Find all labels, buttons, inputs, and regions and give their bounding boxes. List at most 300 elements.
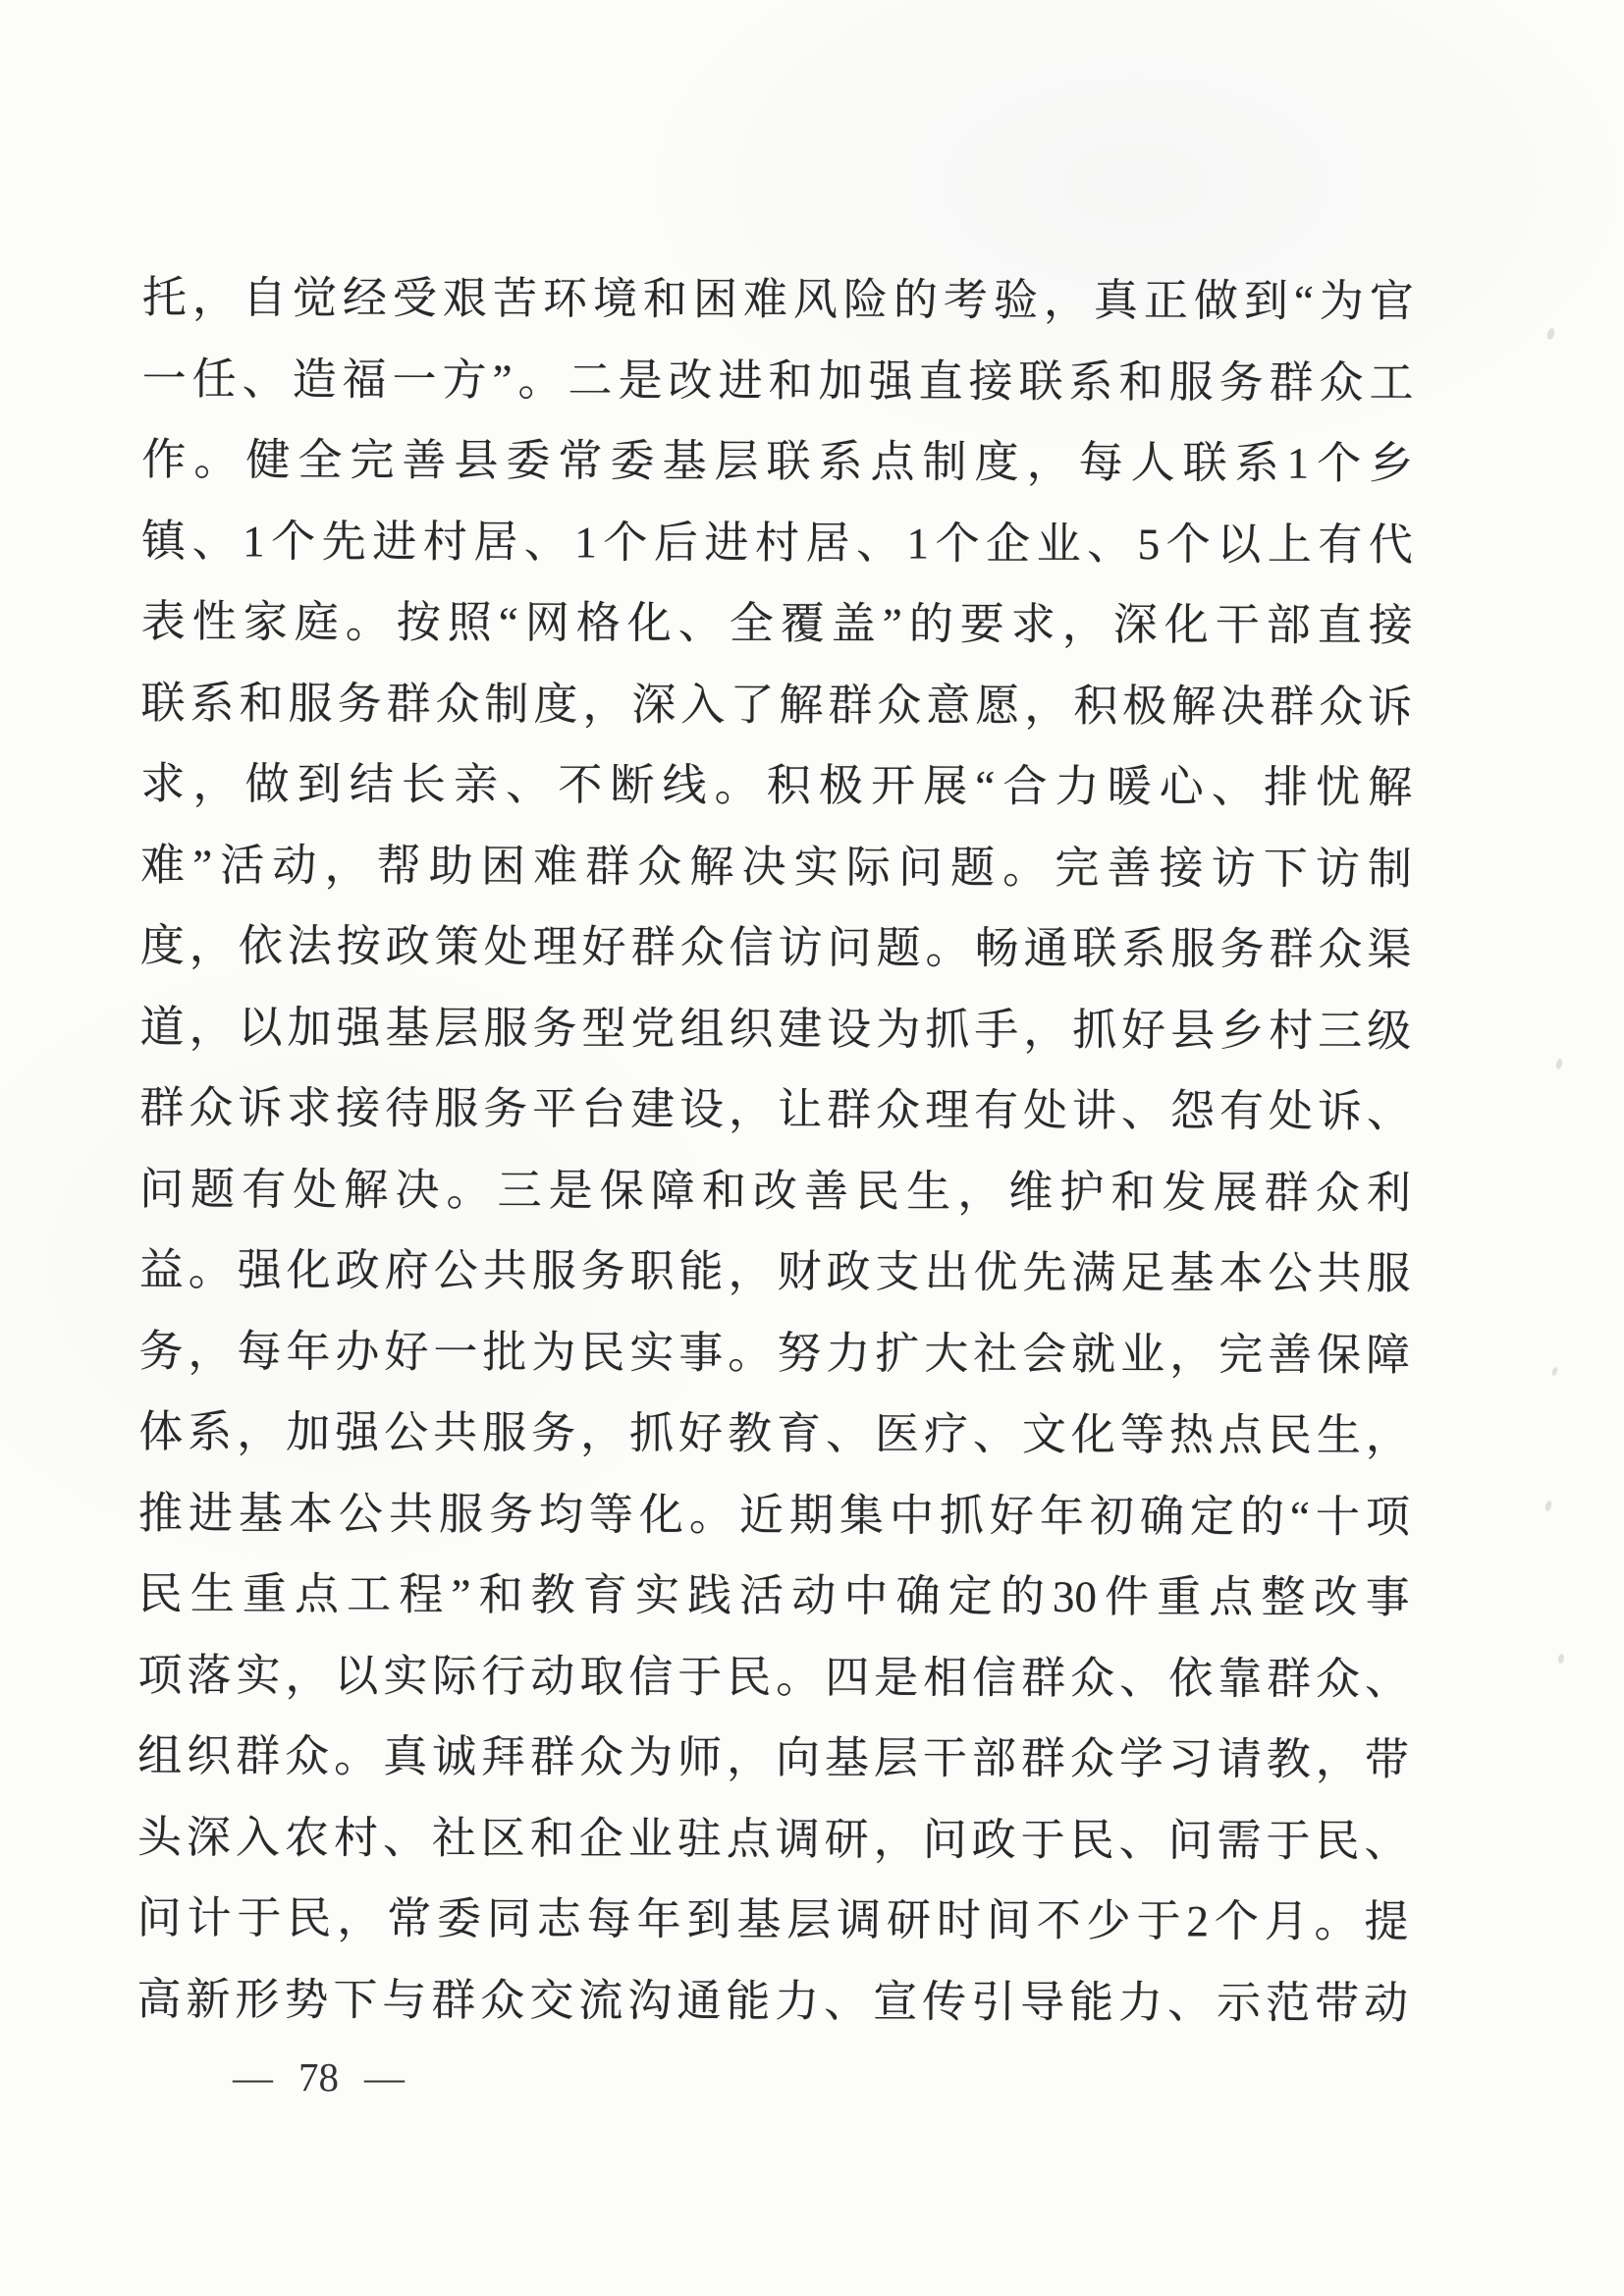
glyph: 项 xyxy=(1365,1492,1411,1542)
glyph: 育 xyxy=(776,1409,822,1459)
glyph: 自 xyxy=(242,273,287,323)
glyph: 群 xyxy=(236,1731,281,1781)
glyph: 依 xyxy=(1168,1653,1214,1703)
glyph: 实 xyxy=(634,1570,680,1620)
glyph: “ xyxy=(498,598,518,648)
glyph: 求 xyxy=(287,1083,332,1133)
glyph: 的 xyxy=(1000,1571,1045,1621)
glyph: 众 xyxy=(435,679,480,729)
glyph: 以 xyxy=(334,1651,379,1701)
glyph: 艰 xyxy=(442,273,487,324)
glyph: 服 xyxy=(438,1489,484,1539)
glyph: 抓 xyxy=(629,1408,675,1458)
glyph: 间 xyxy=(986,1895,1031,1945)
glyph: 推 xyxy=(137,1488,184,1538)
glyph: 确 xyxy=(895,1571,941,1621)
glyph: 上 xyxy=(1267,519,1312,570)
glyph: 程 xyxy=(399,1569,444,1619)
glyph: 、 xyxy=(191,516,237,566)
glyph: 访 xyxy=(1211,843,1256,894)
glyph: 共 xyxy=(482,1246,527,1296)
glyph: 化 xyxy=(638,1490,684,1540)
glyph: 十 xyxy=(1315,1492,1361,1542)
glyph: 中 xyxy=(889,1490,935,1541)
glyph: 策 xyxy=(434,921,479,972)
glyph: 生 xyxy=(1316,1410,1361,1460)
glyph: 生 xyxy=(189,1569,235,1619)
glyph: 有 xyxy=(242,1164,287,1214)
glyph: 直 xyxy=(918,355,963,407)
glyph: 活 xyxy=(220,840,265,890)
glyph: 系 xyxy=(189,678,235,728)
glyph: 制 xyxy=(1367,844,1413,894)
glyph: 1 xyxy=(574,517,597,567)
scan-speck xyxy=(1555,1058,1563,1069)
glyph: 办 xyxy=(335,1327,380,1377)
glyph: 民 xyxy=(1267,1410,1312,1460)
glyph: 件 xyxy=(1104,1572,1150,1622)
glyph: 做 xyxy=(244,759,290,809)
glyph: 政 xyxy=(971,1815,1016,1865)
glyph: 好 xyxy=(989,1491,1035,1541)
glyph: 苦 xyxy=(492,274,537,324)
glyph: 理 xyxy=(924,1085,970,1135)
glyph: 与 xyxy=(382,1975,427,2025)
glyph: 群 xyxy=(431,1975,476,2025)
glyph: 善 xyxy=(1107,843,1152,893)
glyph: 积 xyxy=(766,761,811,811)
glyph: 诚 xyxy=(432,1731,477,1782)
glyph: 、 xyxy=(1120,1086,1166,1136)
glyph: 向 xyxy=(775,1733,821,1783)
glyph: 益 xyxy=(138,1244,184,1295)
glyph: 、 xyxy=(523,517,568,567)
glyph: 时 xyxy=(936,1895,982,1945)
glyph: 接 xyxy=(336,1083,381,1133)
glyph: 访 xyxy=(778,923,823,973)
glyph: 问 xyxy=(136,1892,182,1943)
glyph: 极 xyxy=(818,761,864,811)
glyph: 。 xyxy=(193,435,239,485)
glyph: 公 xyxy=(433,1245,478,1296)
glyph: 访 xyxy=(1315,844,1360,894)
glyph: 民 xyxy=(1069,1815,1114,1865)
glyph: 接 xyxy=(968,356,1013,407)
glyph: 环 xyxy=(542,274,587,324)
glyph: 个 xyxy=(935,519,980,569)
glyph: 和 xyxy=(1110,1167,1156,1217)
glyph: 长 xyxy=(401,759,447,809)
glyph: 台 xyxy=(581,1084,626,1134)
glyph: 县 xyxy=(1170,1005,1216,1055)
glyph: 群 xyxy=(828,680,873,730)
glyph: 帮 xyxy=(376,841,421,891)
glyph: 工 xyxy=(1369,357,1414,408)
glyph: 代 xyxy=(1368,519,1413,570)
glyph: 层 xyxy=(714,436,759,486)
glyph: 。 xyxy=(776,1652,821,1702)
glyph: 型 xyxy=(581,1003,626,1054)
text-line xyxy=(139,1230,1411,1315)
glyph: 落 xyxy=(187,1650,232,1700)
glyph: 问 xyxy=(138,1164,185,1214)
glyph: 重 xyxy=(242,1569,288,1619)
glyph: 批 xyxy=(482,1327,527,1377)
glyph: 村 xyxy=(754,518,800,568)
glyph: 群 xyxy=(826,1085,872,1135)
glyph: 个 xyxy=(603,517,648,568)
glyph: 群 xyxy=(1269,924,1314,974)
glyph: 真 xyxy=(1093,276,1138,326)
glyph: ， xyxy=(237,1407,282,1457)
glyph: 加 xyxy=(286,1407,331,1457)
glyph: ” xyxy=(882,599,902,649)
glyph: 真 xyxy=(383,1731,428,1781)
glyph: ， xyxy=(1169,1329,1215,1379)
glyph: 带 xyxy=(1314,1978,1360,2028)
glyph: 30 xyxy=(1052,1571,1098,1622)
scan-speck xyxy=(1545,327,1555,341)
glyph: 体 xyxy=(138,1406,184,1457)
glyph: 务 xyxy=(532,1003,577,1053)
glyph: 一 xyxy=(433,1327,478,1377)
glyph: 众 xyxy=(637,842,682,892)
glyph: 志 xyxy=(536,1894,581,1944)
glyph: 际 xyxy=(432,1651,477,1701)
glyph: 题 xyxy=(190,1164,236,1214)
glyph: 政 xyxy=(385,921,430,971)
glyph: 改 xyxy=(752,1166,798,1216)
glyph: 意 xyxy=(926,681,971,731)
text-line xyxy=(138,1310,1410,1395)
text-line xyxy=(138,1554,1410,1639)
glyph: 、 xyxy=(1366,1086,1411,1137)
glyph: 求 xyxy=(140,758,186,809)
glyph: 传 xyxy=(922,1977,967,2027)
glyph: 道 xyxy=(139,1002,185,1052)
glyph: 服 xyxy=(1168,356,1214,407)
glyph: 调 xyxy=(837,1895,882,1945)
glyph: 引 xyxy=(971,1977,1016,2027)
glyph: 基 xyxy=(736,1894,782,1945)
glyph: 基 xyxy=(1169,1248,1215,1298)
glyph: 力 xyxy=(1055,761,1100,812)
glyph: 项 xyxy=(137,1650,183,1700)
scan-speck xyxy=(1544,1500,1553,1511)
glyph: 的 xyxy=(893,275,938,325)
glyph: 度 xyxy=(974,437,1019,487)
glyph: 2 xyxy=(1186,1896,1209,1946)
glyph: 导 xyxy=(1020,1977,1065,2027)
glyph: 点 xyxy=(726,1814,771,1864)
glyph: 区 xyxy=(480,1813,525,1863)
text-line xyxy=(139,1148,1411,1233)
glyph: 党 xyxy=(630,1004,676,1054)
scan-speck xyxy=(1551,1366,1559,1376)
glyph: 、 xyxy=(855,518,901,568)
text-line xyxy=(139,986,1411,1071)
glyph: 教 xyxy=(1266,1734,1311,1784)
glyph: 解 xyxy=(779,680,824,730)
glyph: 部 xyxy=(1266,600,1311,650)
glyph: 格 xyxy=(575,598,621,648)
glyph: 线 xyxy=(662,760,707,810)
glyph: 村 xyxy=(422,517,467,567)
glyph: 断 xyxy=(610,760,655,810)
glyph: 接 xyxy=(1159,843,1204,893)
text-line xyxy=(137,1878,1409,1963)
glyph: 是 xyxy=(618,355,663,406)
glyph: 新 xyxy=(186,1974,231,2024)
text-line xyxy=(140,743,1412,829)
glyph: 职 xyxy=(629,1246,675,1296)
glyph: 设 xyxy=(679,1084,725,1134)
glyph: 处 xyxy=(293,1164,338,1215)
glyph: 困 xyxy=(480,841,525,891)
glyph: 保 xyxy=(599,1165,644,1216)
glyph: 带 xyxy=(1364,1734,1409,1785)
glyph: “ xyxy=(975,761,996,811)
glyph: 动 xyxy=(530,1651,575,1701)
glyph: 点 xyxy=(295,1569,340,1619)
glyph: 好 xyxy=(677,1408,724,1458)
glyph: 交 xyxy=(529,1975,574,2025)
glyph: 受 xyxy=(392,273,437,323)
glyph: 障 xyxy=(650,1166,695,1216)
glyph: 三 xyxy=(497,1165,542,1215)
glyph: 众 xyxy=(877,680,922,730)
glyph: 共 xyxy=(388,1489,434,1539)
text-line xyxy=(141,500,1413,585)
glyph: 共 xyxy=(433,1407,478,1458)
glyph: 府 xyxy=(384,1245,429,1295)
glyph: 加 xyxy=(818,355,863,406)
glyph: 织 xyxy=(729,1004,774,1054)
glyph: 扩 xyxy=(875,1328,920,1378)
glyph: 级 xyxy=(1367,1006,1412,1056)
glyph: 动 xyxy=(272,840,317,891)
glyph: 展 xyxy=(923,761,968,811)
glyph: 社 xyxy=(431,1813,476,1863)
glyph: 常 xyxy=(387,1893,432,1943)
glyph: 以 xyxy=(238,1002,283,1052)
glyph: 三 xyxy=(1318,1006,1363,1056)
glyph: 难 xyxy=(742,274,787,325)
glyph: 习 xyxy=(1167,1734,1213,1784)
glyph: 5 xyxy=(1137,519,1161,569)
glyph: 是 xyxy=(548,1165,593,1215)
glyph: 众 xyxy=(1318,924,1363,974)
glyph: 等 xyxy=(588,1489,634,1540)
glyph: 积 xyxy=(1073,681,1118,731)
glyph: 织 xyxy=(187,1731,232,1781)
glyph: 愿 xyxy=(975,681,1020,731)
glyph: 畅 xyxy=(974,923,1019,973)
glyph: 。 xyxy=(728,1328,773,1378)
glyph: 教 xyxy=(727,1408,773,1459)
glyph: 众 xyxy=(875,1085,921,1135)
glyph: 势 xyxy=(284,1974,329,2025)
glyph: 有 xyxy=(1218,1086,1265,1136)
glyph: 全 xyxy=(729,598,774,649)
glyph: 有 xyxy=(973,1085,1019,1135)
glyph: 流 xyxy=(578,1975,623,2026)
glyph: 。 xyxy=(188,1245,233,1295)
glyph: 政 xyxy=(335,1245,380,1295)
glyph: ， xyxy=(580,1408,625,1458)
glyph: 企 xyxy=(986,519,1031,569)
glyph: 乡 xyxy=(1219,1005,1265,1056)
glyph: 实 xyxy=(383,1651,428,1701)
glyph: 做 xyxy=(1193,276,1238,326)
glyph: 靠 xyxy=(1218,1653,1263,1704)
glyph: 善 xyxy=(402,435,447,485)
glyph: 改 xyxy=(668,355,713,406)
glyph: 深 xyxy=(631,680,677,730)
glyph: 公 xyxy=(384,1407,429,1457)
glyph: 下 xyxy=(1263,844,1308,894)
glyph: 取 xyxy=(579,1651,624,1702)
glyph: 层 xyxy=(873,1733,919,1783)
glyph: 有 xyxy=(1318,519,1363,570)
glyph: ， xyxy=(189,921,234,971)
glyph: 进 xyxy=(718,355,763,406)
glyph: ” xyxy=(192,840,213,890)
glyph: 个 xyxy=(1317,438,1362,488)
glyph: 。 xyxy=(688,1490,734,1540)
glyph: 设 xyxy=(827,1004,872,1054)
glyph: 方 xyxy=(442,355,487,405)
glyph: 法 xyxy=(287,921,332,971)
glyph: 形 xyxy=(235,1974,280,2024)
glyph: 问 xyxy=(827,923,872,973)
glyph: 财 xyxy=(777,1247,822,1297)
glyph: 等 xyxy=(1119,1410,1165,1460)
glyph: 育 xyxy=(582,1570,627,1620)
glyph: 实 xyxy=(236,1650,281,1700)
glyph: 、 xyxy=(972,1409,1018,1459)
glyph: 心 xyxy=(1159,762,1204,812)
footer-dash-left: — xyxy=(233,2054,273,2100)
glyph: 结 xyxy=(349,759,394,809)
glyph: 本 xyxy=(288,1488,334,1539)
glyph: 是 xyxy=(874,1652,919,1702)
glyph: 居 xyxy=(805,518,850,568)
glyph: 合 xyxy=(1002,761,1048,811)
glyph: 险 xyxy=(842,275,888,325)
glyph: 诉 xyxy=(1368,682,1413,732)
glyph: 造 xyxy=(292,354,337,405)
glyph: 。 xyxy=(925,923,970,973)
glyph: 动 xyxy=(791,1571,837,1621)
glyph: 依 xyxy=(238,921,283,971)
glyph: 基 xyxy=(662,436,707,486)
glyph: 决 xyxy=(1220,681,1266,732)
glyph: 和 xyxy=(768,355,813,406)
glyph: 抓 xyxy=(1072,1005,1117,1055)
glyph: 经 xyxy=(342,273,387,323)
glyph: 服 xyxy=(288,678,333,729)
glyph: 定 xyxy=(1189,1491,1235,1541)
glyph: 师 xyxy=(677,1732,723,1782)
glyph: 服 xyxy=(531,1246,576,1296)
glyph: 强 xyxy=(336,1003,381,1053)
glyph: 、 xyxy=(1167,1977,1213,2027)
glyph: 均 xyxy=(538,1489,584,1539)
glyph: 、 xyxy=(1364,1816,1409,1866)
glyph: 入 xyxy=(235,1812,281,1862)
glyph: 到 xyxy=(1243,276,1288,326)
glyph: 完 xyxy=(1218,1329,1264,1380)
glyph: 点 xyxy=(870,437,915,487)
glyph: 年 xyxy=(1039,1491,1085,1541)
glyph: 于 xyxy=(677,1652,723,1702)
glyph: 工 xyxy=(347,1569,392,1619)
glyph: 决 xyxy=(395,1165,440,1215)
glyph: 维 xyxy=(1008,1167,1054,1217)
glyph: 众 xyxy=(285,1731,330,1781)
glyph: 正 xyxy=(1143,276,1188,326)
glyph: 家 xyxy=(243,597,288,647)
glyph: 信 xyxy=(972,1653,1017,1703)
glyph: ， xyxy=(1315,1734,1360,1784)
glyph: 助 xyxy=(428,841,473,891)
glyph: 暖 xyxy=(1107,762,1152,812)
glyph: 就 xyxy=(1071,1329,1116,1379)
glyph: 接 xyxy=(1368,600,1413,651)
glyph: 、 xyxy=(1364,1654,1410,1704)
glyph: 和 xyxy=(239,678,284,728)
glyph: 民 xyxy=(1315,1816,1360,1866)
glyph: 。 xyxy=(334,1731,379,1781)
text-line xyxy=(139,1067,1411,1153)
glyph: 好 xyxy=(1121,1005,1166,1055)
glyph: 于 xyxy=(1136,1896,1181,1946)
glyph: 要 xyxy=(959,599,1004,649)
glyph: 政 xyxy=(826,1247,871,1297)
glyph: 居 xyxy=(473,517,518,567)
glyph: 群 xyxy=(1021,1653,1066,1703)
glyph: 民 xyxy=(137,1568,183,1619)
glyph: 按 xyxy=(336,921,381,971)
glyph: 群 xyxy=(1269,357,1314,408)
glyph: 集 xyxy=(839,1490,885,1540)
glyph: 点 xyxy=(1218,1410,1263,1460)
glyph: 。 xyxy=(345,597,390,647)
glyph: 系 xyxy=(1121,924,1166,974)
glyph: 系 xyxy=(818,437,863,487)
glyph: 加 xyxy=(287,1002,332,1053)
glyph: 制 xyxy=(922,437,967,487)
glyph: 沟 xyxy=(627,1976,673,2026)
glyph: 众 xyxy=(578,1732,624,1782)
glyph: 务 xyxy=(138,1326,184,1376)
glyph: 联 xyxy=(140,678,186,728)
glyph: 、 xyxy=(677,598,723,648)
glyph: 努 xyxy=(777,1328,822,1378)
glyph: 群 xyxy=(386,679,431,729)
glyph: 化 xyxy=(286,1245,331,1295)
glyph: 基 xyxy=(385,1003,430,1053)
glyph: ， xyxy=(189,1002,234,1052)
glyph: 一 xyxy=(141,354,187,404)
text-line xyxy=(137,1716,1409,1801)
glyph: 善 xyxy=(803,1166,849,1216)
glyph: 足 xyxy=(1120,1248,1165,1298)
glyph: 解 xyxy=(1368,762,1413,813)
glyph: 改 xyxy=(1313,1572,1358,1622)
glyph: 群 xyxy=(139,1082,185,1133)
